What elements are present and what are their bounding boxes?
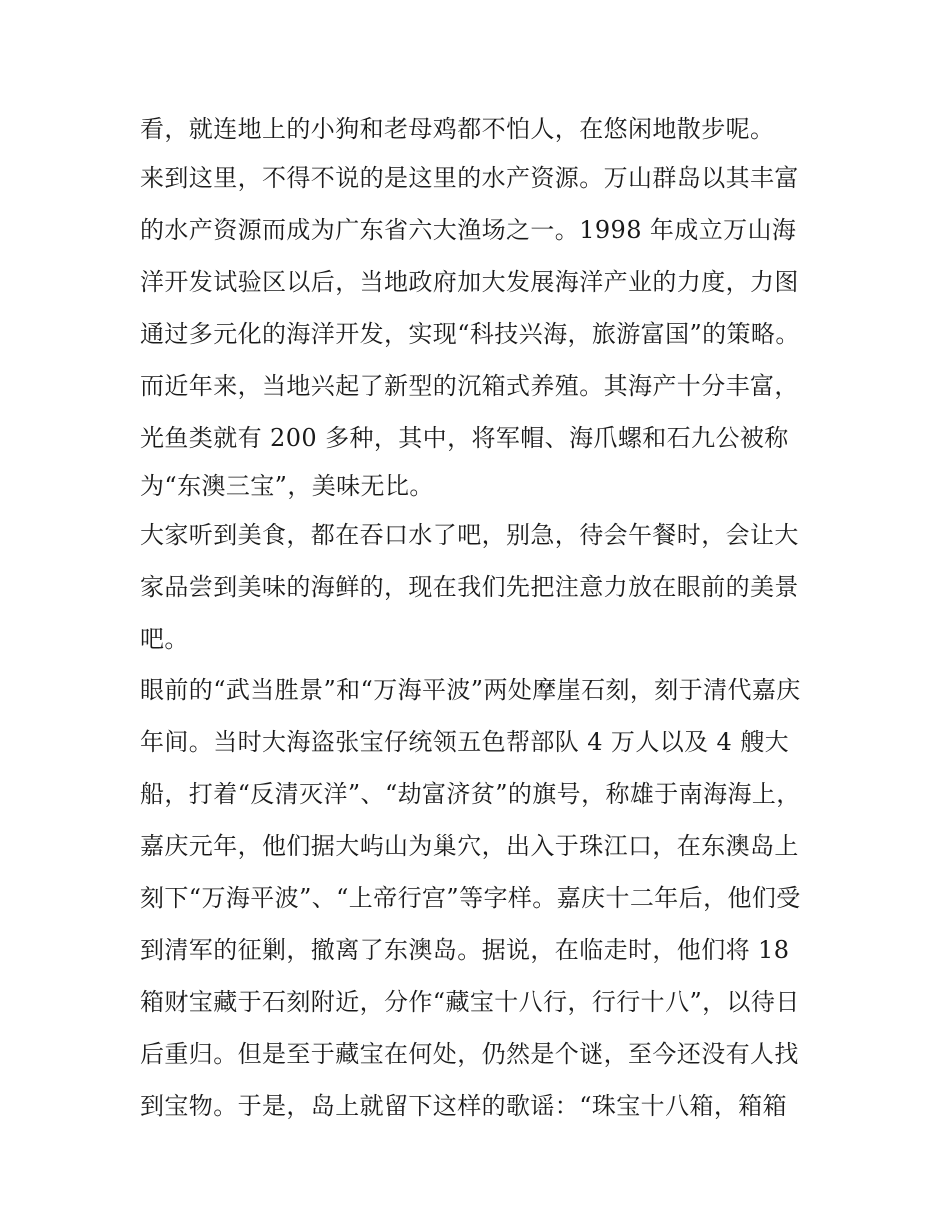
text-line: 船，打着“反清灭洋”、“劫富济贫”的旗号，称雄于南海海上，	[140, 780, 801, 808]
text-line: 光鱼类就有 200 多种，其中，将军帽、海爪螺和石九公被称	[140, 424, 789, 452]
text-line: 箱财宝藏于石刻附近，分作“藏宝十八行，行行十八”，以待日	[140, 988, 800, 1016]
text-line: 为“东澳三宝”，美味无比。	[140, 472, 434, 500]
text-line: 年间。当时大海盗张宝仔统领五色帮部队 4 万人以及 4 艘大	[140, 728, 790, 756]
text-line: 眼前的“武当胜景”和“万海平波”两处摩崖石刻，刻于清代嘉庆	[140, 676, 801, 704]
text-line: 而近年来，当地兴起了新型的沉箱式养殖。其海产十分丰富，	[140, 372, 799, 400]
text-line: 嘉庆元年，他们据大屿山为巢穴，出入于珠江口，在东澳岛上	[140, 832, 799, 860]
text-line: 吧。	[140, 625, 189, 653]
text-line: 后重归。但是至于藏宝在何处，仍然是个谜，至今还没有人找	[140, 1040, 799, 1068]
text-line: 大家听到美食，都在吞口水了吧，别急，待会午餐时，会让大	[140, 521, 799, 549]
text-line: 的水产资源而成为广东省六大渔场之一。1998 年成立万山海	[140, 216, 797, 244]
text-line: 洋开发试验区以后，当地政府加大发展海洋产业的力度，力图	[140, 268, 799, 296]
text-line: 到宝物。于是，岛上就留下这样的歌谣：“珠宝十八箱，箱箱	[140, 1092, 788, 1120]
text-line: 看，就连地上的小狗和老母鸡都不怕人，在悠闲地散步呢。	[140, 115, 775, 143]
text-line: 家品尝到美味的海鲜的，现在我们先把注意力放在眼前的美景	[140, 573, 799, 601]
text-line: 刻下“万海平波”、“上帝行宫”等字样。嘉庆十二年后，他们受	[140, 884, 801, 912]
text-line: 到清军的征剿，撤离了东澳岛。据说，在临走时，他们将 18	[140, 936, 790, 964]
text-line: 来到这里，不得不说的是这里的水产资源。万山群岛以其丰富	[140, 164, 799, 192]
text-line: 通过多元化的海洋开发，实现“科技兴海，旅游富国”的策略。	[140, 320, 800, 348]
